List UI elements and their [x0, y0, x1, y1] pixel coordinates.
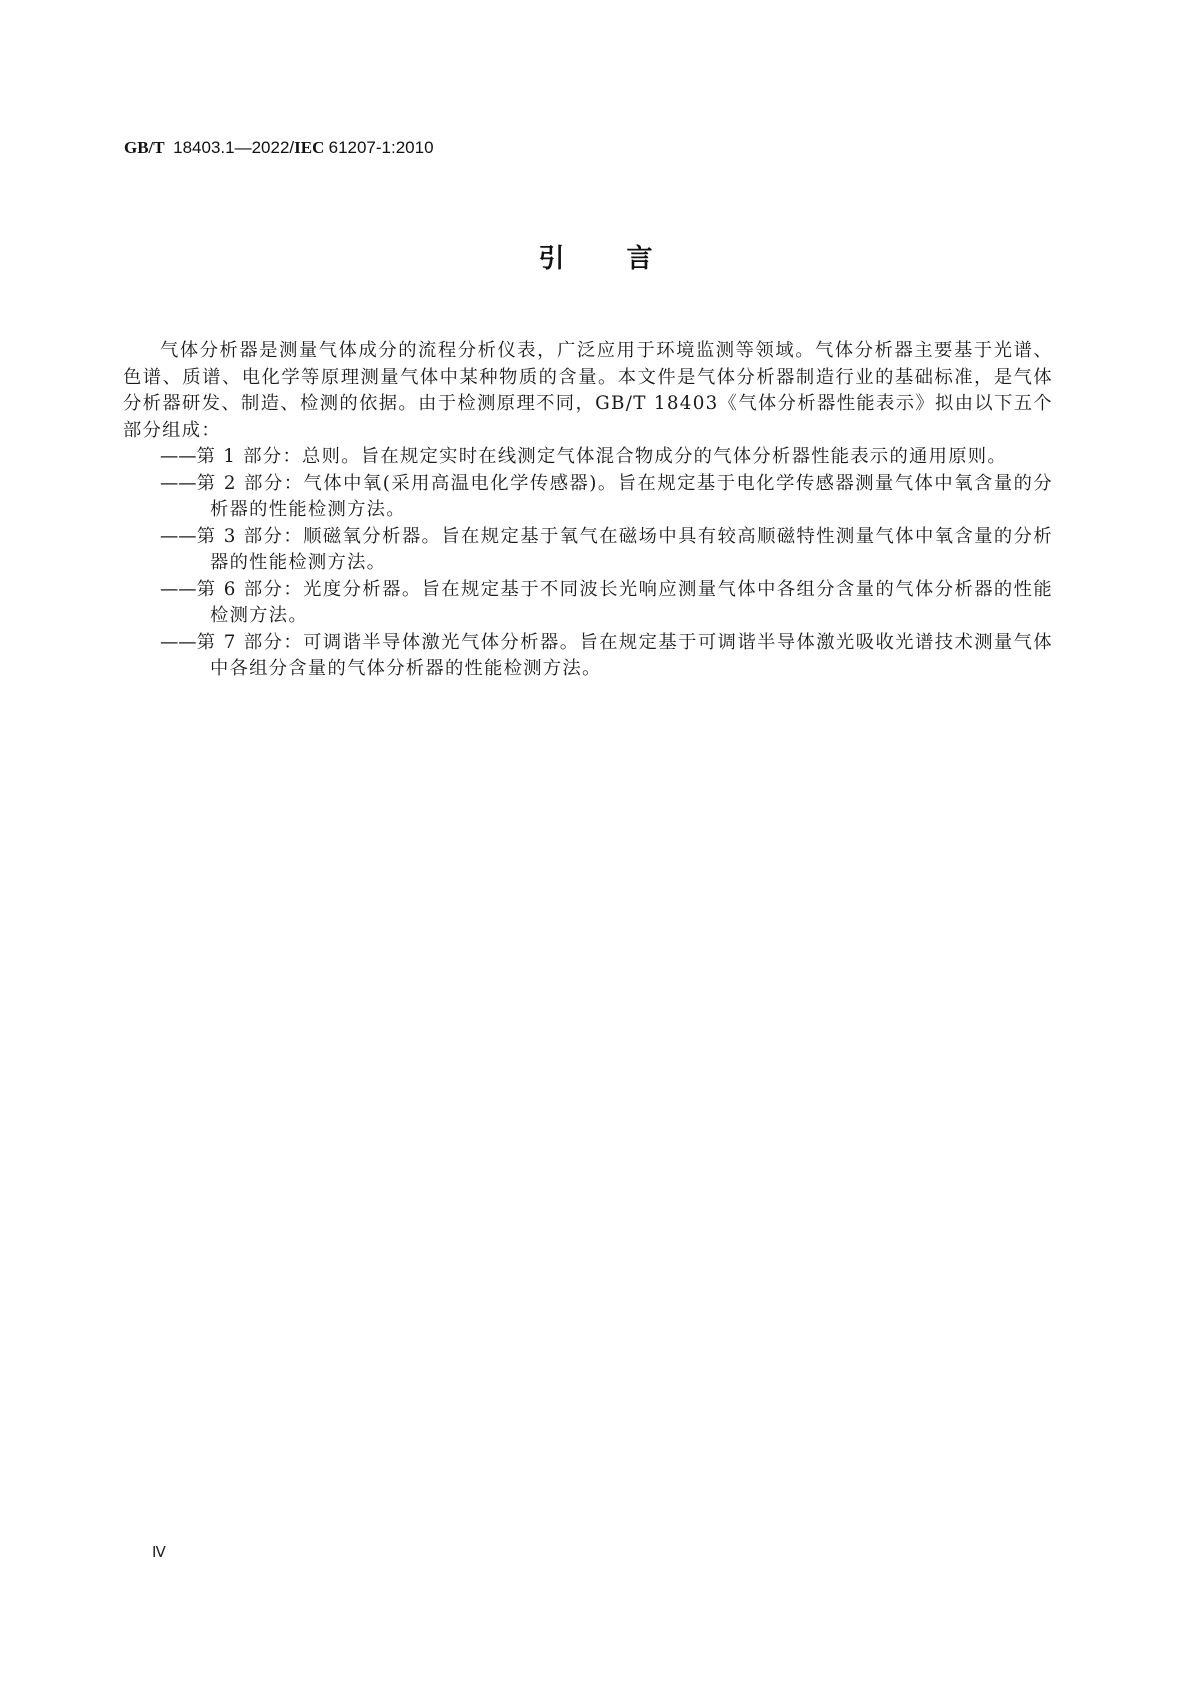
list-item-text: 第 2 部分：气体中氧(采用高温电化学传感器)。旨在规定基于电化学传感器测量气体中氧含量的分析器的性能检测方法。 [196, 472, 1053, 520]
list-item-part-3 [123, 524, 1053, 577]
iec-number: 61207-1:2010 [328, 138, 434, 157]
list-item-part-2 [123, 471, 1053, 524]
page-title: 引言 [538, 244, 715, 274]
list-item-part-7 [123, 630, 1053, 683]
document-header [124, 138, 434, 158]
list-item-text: 第 7 部分：可调谐半导体激光气体分析器。旨在规定基于可调谐半导体激光吸收光谱技术测量气体中各组分含量的气体分析器的性能检测方法。 [196, 631, 1053, 679]
standard-number: 18403.1—2022/ [173, 138, 295, 157]
iec-prefix: IEC [294, 138, 325, 157]
em-dash: —— [160, 446, 197, 467]
em-dash: —— [160, 472, 197, 494]
intro-paragraph: 气体分析器是测量气体成分的流程分析仪表，广泛应用于环境监测等领域。气体分析器主要基于光谱、色谱、质谱、电化学等原理测量气体中某种物质的含量。本文件是气体分析器制造行业的基础标准，是气体分析器研发、制造、检测的依据。由于检测原理不同，GB/T 18403《气体分析器性能表示》拟由以下五个部分组成： [123, 340, 1053, 441]
document-body [123, 338, 1053, 683]
em-dash: —— [160, 578, 197, 600]
list-item-part-1 [123, 444, 1053, 471]
page-number: Ⅳ [152, 1545, 166, 1561]
standard-prefix: GB/T [124, 138, 165, 157]
list-item-text: 第 6 部分：光度分析器。旨在规定基于不同波长光响应测量气体中各组分含量的气体分析器的性能检测方法。 [196, 578, 1053, 626]
list-item-part-6 [123, 577, 1053, 630]
em-dash: —— [160, 525, 197, 547]
em-dash: —— [160, 631, 197, 653]
list-item-text: 第 1 部分：总则。旨在规定实时在线测定气体混合物成分的气体分析器性能表示的通用原则。 [196, 446, 1007, 467]
list-item-text: 第 3 部分：顺磁氧分析器。旨在规定基于氧气在磁场中具有较高顺磁特性测量气体中氧含量的分析器的性能检测方法。 [196, 525, 1053, 573]
